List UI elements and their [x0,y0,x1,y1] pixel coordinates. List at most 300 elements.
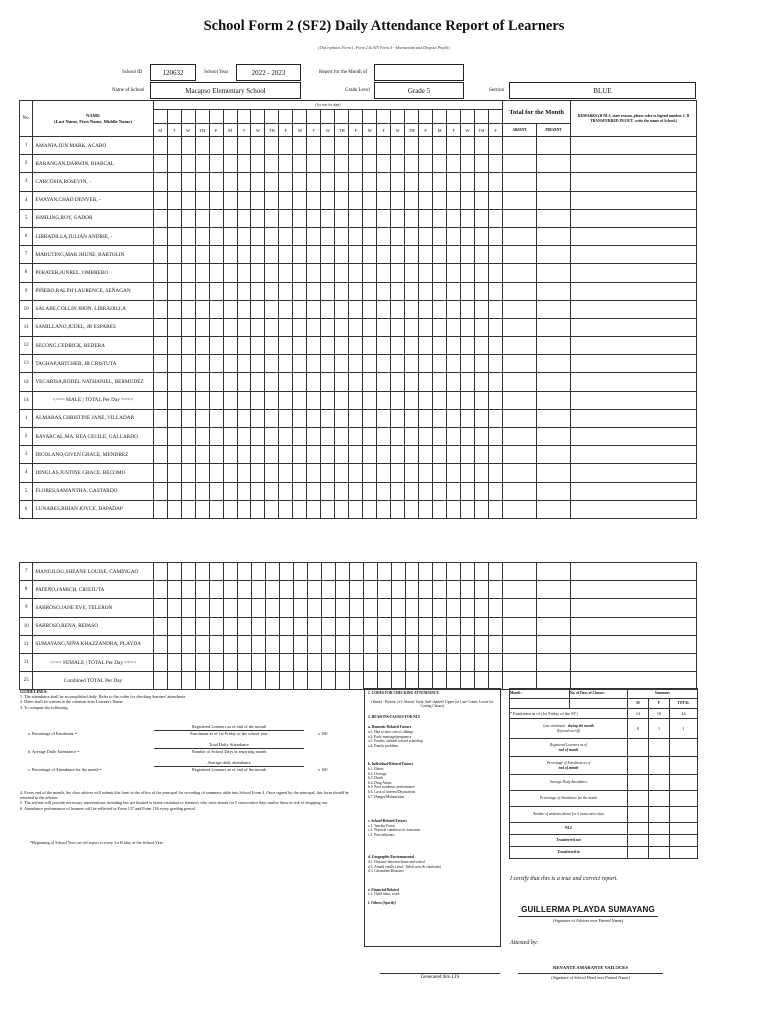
attendance-cell[interactable] [377,635,391,653]
attendance-cell[interactable] [307,191,321,209]
attendance-cell[interactable] [181,500,195,518]
attendance-cell[interactable] [279,599,293,617]
attendance-cell[interactable] [474,155,488,173]
attendance-cell[interactable] [349,300,363,318]
attendance-cell[interactable] [195,337,209,355]
attendance-cell[interactable] [265,173,279,191]
attendance-cell[interactable] [195,209,209,227]
attendance-cell[interactable] [363,355,377,373]
attendance-cell[interactable] [181,672,195,690]
attendance-cell[interactable] [461,155,475,173]
attendance-cell[interactable] [461,373,475,391]
attendance-cell[interactable] [279,635,293,653]
attendance-cell[interactable] [461,482,475,500]
attendance-cell[interactable] [321,137,335,155]
attendance-cell[interactable] [474,464,488,482]
remarks-cell[interactable] [571,617,697,635]
attendance-cell[interactable] [237,282,251,300]
attendance-cell[interactable] [461,464,475,482]
attendance-cell[interactable] [265,500,279,518]
attendance-cell[interactable] [293,653,307,671]
attendance-cell[interactable] [321,599,335,617]
attendance-cell[interactable] [209,264,223,282]
attendance-cell[interactable] [195,155,209,173]
attendance-cell[interactable] [335,409,349,427]
attendance-cell[interactable] [405,337,419,355]
attendance-cell[interactable] [391,391,405,409]
attendance-cell[interactable] [251,300,265,318]
attendance-cell[interactable] [153,173,167,191]
attendance-cell[interactable] [377,653,391,671]
attendance-cell[interactable] [335,482,349,500]
attendance-cell[interactable] [363,246,377,264]
attendance-cell[interactable] [391,264,405,282]
attendance-cell[interactable] [363,617,377,635]
attendance-cell[interactable] [167,653,181,671]
attendance-cell[interactable] [349,464,363,482]
attendance-cell[interactable] [307,482,321,500]
remarks-cell[interactable] [571,446,697,464]
attendance-cell[interactable] [349,246,363,264]
attendance-cell[interactable] [307,209,321,227]
attendance-cell[interactable] [391,428,405,446]
absent-cell[interactable] [503,246,537,264]
attendance-cell[interactable] [265,282,279,300]
present-cell[interactable] [537,446,571,464]
attendance-cell[interactable] [223,355,237,373]
attendance-cell[interactable] [419,318,433,336]
present-cell[interactable] [537,653,571,671]
attendance-cell[interactable] [237,635,251,653]
attendance-cell[interactable] [363,373,377,391]
attendance-cell[interactable] [447,563,461,581]
attendance-cell[interactable] [405,563,419,581]
attendance-cell[interactable] [293,300,307,318]
attendance-cell[interactable] [167,300,181,318]
attendance-cell[interactable] [349,617,363,635]
attendance-cell[interactable] [391,355,405,373]
attendance-cell[interactable] [279,264,293,282]
attendance-cell[interactable] [237,173,251,191]
attendance-cell[interactable] [419,482,433,500]
attendance-cell[interactable] [447,191,461,209]
attendance-cell[interactable] [433,482,447,500]
attendance-cell[interactable] [475,617,489,635]
section-field[interactable]: BLUE [509,82,696,99]
attendance-cell[interactable] [307,227,321,245]
absent-cell[interactable] [503,482,537,500]
attendance-cell[interactable] [335,464,349,482]
attendance-cell[interactable] [251,446,265,464]
attendance-cell[interactable] [391,137,405,155]
attendance-cell[interactable] [237,428,251,446]
attendance-cell[interactable] [419,355,433,373]
attendance-cell[interactable] [209,500,223,518]
absent-cell[interactable] [503,264,537,282]
remarks-cell[interactable] [571,464,697,482]
absent-cell[interactable] [503,355,537,373]
attendance-cell[interactable] [405,318,419,336]
attendance-cell[interactable] [474,409,488,427]
attendance-cell[interactable] [405,428,419,446]
attendance-cell[interactable] [363,155,377,173]
attendance-cell[interactable] [167,391,181,409]
attendance-cell[interactable] [335,563,349,581]
remarks-cell[interactable] [571,191,697,209]
attendance-cell[interactable] [209,672,223,690]
attendance-cell[interactable] [307,391,321,409]
attendance-cell[interactable] [474,173,488,191]
attendance-cell[interactable] [181,227,195,245]
attendance-cell[interactable] [474,428,488,446]
attendance-cell[interactable] [335,209,349,227]
attendance-cell[interactable] [209,599,223,617]
attendance-cell[interactable] [405,246,419,264]
attendance-cell[interactable] [279,246,293,264]
attendance-cell[interactable] [293,581,307,599]
attendance-cell[interactable] [265,318,279,336]
attendance-cell[interactable] [405,282,419,300]
attendance-cell[interactable] [447,482,461,500]
present-cell[interactable] [537,409,571,427]
attendance-cell[interactable] [209,355,223,373]
attendance-cell[interactable] [167,155,181,173]
attendance-cell[interactable] [377,409,391,427]
attendance-cell[interactable] [265,227,279,245]
attendance-cell[interactable] [405,137,419,155]
attendance-cell[interactable] [279,581,293,599]
attendance-cell[interactable] [433,209,447,227]
attendance-cell[interactable] [461,500,475,518]
attendance-cell[interactable] [195,264,209,282]
attendance-cell[interactable] [209,318,223,336]
attendance-cell[interactable] [181,173,195,191]
attendance-cell[interactable] [279,318,293,336]
attendance-cell[interactable] [405,500,419,518]
attendance-cell[interactable] [321,173,335,191]
date-cell[interactable] [363,110,377,124]
attendance-cell[interactable] [251,672,265,690]
attendance-cell[interactable] [237,500,251,518]
attendance-cell[interactable] [209,373,223,391]
attendance-cell[interactable] [363,209,377,227]
attendance-cell[interactable] [321,246,335,264]
attendance-cell[interactable] [433,581,447,599]
attendance-cell[interactable] [489,635,503,653]
attendance-cell[interactable] [251,355,265,373]
school-name-field[interactable]: Macapso Elementary School [150,82,301,99]
attendance-cell[interactable] [153,482,167,500]
attendance-cell[interactable] [419,599,433,617]
attendance-cell[interactable] [279,337,293,355]
present-cell[interactable] [537,300,571,318]
present-cell[interactable] [537,318,571,336]
remarks-cell[interactable] [571,173,697,191]
attendance-cell[interactable] [265,355,279,373]
attendance-cell[interactable] [181,373,195,391]
attendance-cell[interactable] [265,581,279,599]
date-cell[interactable] [419,110,433,124]
attendance-cell[interactable] [419,155,433,173]
attendance-cell[interactable] [279,209,293,227]
attendance-cell[interactable] [433,464,447,482]
date-cell[interactable] [391,110,405,124]
date-cell[interactable] [405,110,419,124]
attendance-cell[interactable] [237,563,251,581]
attendance-cell[interactable] [153,337,167,355]
attendance-cell[interactable] [321,337,335,355]
absent-cell[interactable] [503,581,537,599]
attendance-cell[interactable] [265,672,279,690]
remarks-cell[interactable] [571,373,697,391]
attendance-cell[interactable] [307,446,321,464]
attendance-cell[interactable] [209,428,223,446]
attendance-cell[interactable] [349,391,363,409]
attendance-cell[interactable] [307,500,321,518]
present-cell[interactable] [537,191,571,209]
attendance-cell[interactable] [223,373,237,391]
attendance-cell[interactable] [265,264,279,282]
attendance-cell[interactable] [474,227,488,245]
attendance-cell[interactable] [307,173,321,191]
attendance-cell[interactable] [279,191,293,209]
attendance-cell[interactable] [363,227,377,245]
absent-cell[interactable] [503,373,537,391]
attendance-cell[interactable] [237,209,251,227]
attendance-cell[interactable] [195,500,209,518]
absent-cell[interactable] [503,227,537,245]
absent-cell[interactable] [503,282,537,300]
attendance-cell[interactable] [195,599,209,617]
attendance-cell[interactable] [377,191,391,209]
attendance-cell[interactable] [209,635,223,653]
attendance-cell[interactable] [461,391,475,409]
attendance-cell[interactable] [223,264,237,282]
attendance-cell[interactable] [391,173,405,191]
attendance-cell[interactable] [349,672,363,690]
attendance-cell[interactable] [349,282,363,300]
attendance-cell[interactable] [377,318,391,336]
attendance-cell[interactable] [488,173,502,191]
absent-cell[interactable] [503,209,537,227]
attendance-cell[interactable] [335,318,349,336]
date-cell[interactable] [167,110,181,124]
attendance-cell[interactable] [153,409,167,427]
attendance-cell[interactable] [363,482,377,500]
attendance-cell[interactable] [433,428,447,446]
attendance-cell[interactable] [335,137,349,155]
attendance-cell[interactable] [223,282,237,300]
attendance-cell[interactable] [488,409,502,427]
attendance-cell[interactable] [195,653,209,671]
attendance-cell[interactable] [474,209,488,227]
attendance-cell[interactable] [181,653,195,671]
attendance-cell[interactable] [251,282,265,300]
remarks-cell[interactable] [571,428,697,446]
attendance-cell[interactable] [447,282,461,300]
attendance-cell[interactable] [461,300,475,318]
present-cell[interactable] [537,373,571,391]
attendance-cell[interactable] [377,500,391,518]
attendance-cell[interactable] [265,617,279,635]
attendance-cell[interactable] [265,137,279,155]
attendance-cell[interactable] [251,563,265,581]
attendance-cell[interactable] [377,246,391,264]
attendance-cell[interactable] [474,500,488,518]
attendance-cell[interactable] [377,227,391,245]
attendance-cell[interactable] [335,246,349,264]
attendance-cell[interactable] [307,428,321,446]
attendance-cell[interactable] [265,391,279,409]
attendance-cell[interactable] [167,581,181,599]
attendance-cell[interactable] [363,337,377,355]
attendance-cell[interactable] [474,191,488,209]
attendance-cell[interactable] [363,446,377,464]
attendance-cell[interactable] [279,137,293,155]
attendance-cell[interactable] [237,599,251,617]
attendance-cell[interactable] [181,300,195,318]
attendance-cell[interactable] [321,264,335,282]
attendance-cell[interactable] [433,653,447,671]
attendance-cell[interactable] [265,635,279,653]
attendance-cell[interactable] [349,355,363,373]
attendance-cell[interactable] [391,227,405,245]
attendance-cell[interactable] [307,635,321,653]
attendance-cell[interactable] [349,409,363,427]
attendance-cell[interactable] [153,264,167,282]
attendance-cell[interactable] [237,137,251,155]
attendance-cell[interactable] [293,355,307,373]
attendance-cell[interactable] [405,209,419,227]
attendance-cell[interactable] [153,355,167,373]
attendance-cell[interactable] [279,355,293,373]
attendance-cell[interactable] [489,563,503,581]
attendance-cell[interactable] [488,391,502,409]
attendance-cell[interactable] [474,282,488,300]
attendance-cell[interactable] [181,635,195,653]
attendance-cell[interactable] [167,409,181,427]
attendance-cell[interactable] [167,209,181,227]
attendance-cell[interactable] [488,373,502,391]
attendance-cell[interactable] [321,428,335,446]
attendance-cell[interactable] [335,446,349,464]
date-cell[interactable] [293,110,307,124]
attendance-cell[interactable] [181,318,195,336]
attendance-cell[interactable] [153,282,167,300]
attendance-cell[interactable] [405,391,419,409]
attendance-cell[interactable] [279,173,293,191]
attendance-cell[interactable] [349,227,363,245]
attendance-cell[interactable] [195,464,209,482]
attendance-cell[interactable] [461,428,475,446]
remarks-cell[interactable] [571,500,697,518]
absent-cell[interactable] [503,428,537,446]
attendance-cell[interactable] [209,391,223,409]
attendance-cell[interactable] [349,318,363,336]
attendance-cell[interactable] [377,209,391,227]
attendance-cell[interactable] [433,563,447,581]
absent-cell[interactable] [503,617,537,635]
attendance-cell[interactable] [181,337,195,355]
attendance-cell[interactable] [237,391,251,409]
attendance-cell[interactable] [167,563,181,581]
attendance-cell[interactable] [279,428,293,446]
attendance-cell[interactable] [153,373,167,391]
attendance-cell[interactable] [489,599,503,617]
attendance-cell[interactable] [363,563,377,581]
attendance-cell[interactable] [474,391,488,409]
attendance-cell[interactable] [223,391,237,409]
attendance-cell[interactable] [195,428,209,446]
attendance-cell[interactable] [153,191,167,209]
attendance-cell[interactable] [223,246,237,264]
attendance-cell[interactable] [265,653,279,671]
attendance-cell[interactable] [153,428,167,446]
attendance-cell[interactable] [279,563,293,581]
date-cell[interactable] [461,110,475,124]
remarks-cell[interactable] [571,300,697,318]
remarks-cell[interactable] [571,581,697,599]
attendance-cell[interactable] [181,191,195,209]
attendance-cell[interactable] [405,264,419,282]
date-cell[interactable] [181,110,195,124]
attendance-cell[interactable] [488,464,502,482]
attendance-cell[interactable] [265,428,279,446]
attendance-cell[interactable] [195,635,209,653]
attendance-cell[interactable] [433,191,447,209]
attendance-cell[interactable] [349,635,363,653]
attendance-cell[interactable] [167,246,181,264]
attendance-cell[interactable] [251,500,265,518]
attendance-cell[interactable] [488,446,502,464]
absent-cell[interactable] [503,391,537,409]
attendance-cell[interactable] [405,409,419,427]
attendance-cell[interactable] [237,191,251,209]
attendance-cell[interactable] [433,155,447,173]
attendance-cell[interactable] [433,227,447,245]
attendance-cell[interactable] [405,482,419,500]
school-year-field[interactable]: 2022 - 2023 [236,64,301,81]
attendance-cell[interactable] [349,446,363,464]
attendance-cell[interactable] [265,599,279,617]
attendance-cell[interactable] [223,155,237,173]
attendance-cell[interactable] [349,209,363,227]
attendance-cell[interactable] [237,653,251,671]
attendance-cell[interactable] [461,264,475,282]
attendance-cell[interactable] [195,191,209,209]
attendance-cell[interactable] [237,355,251,373]
attendance-cell[interactable] [321,409,335,427]
attendance-cell[interactable] [167,137,181,155]
attendance-cell[interactable] [405,300,419,318]
present-cell[interactable] [537,428,571,446]
attendance-cell[interactable] [419,428,433,446]
attendance-cell[interactable] [419,635,433,653]
absent-cell[interactable] [503,563,537,581]
attendance-cell[interactable] [335,391,349,409]
attendance-cell[interactable] [237,155,251,173]
attendance-cell[interactable] [363,635,377,653]
attendance-cell[interactable] [293,446,307,464]
attendance-cell[interactable] [335,337,349,355]
attendance-cell[interactable] [181,599,195,617]
attendance-cell[interactable] [447,581,461,599]
attendance-cell[interactable] [405,617,419,635]
attendance-cell[interactable] [293,617,307,635]
attendance-cell[interactable] [419,500,433,518]
attendance-cell[interactable] [153,653,167,671]
attendance-cell[interactable] [307,337,321,355]
